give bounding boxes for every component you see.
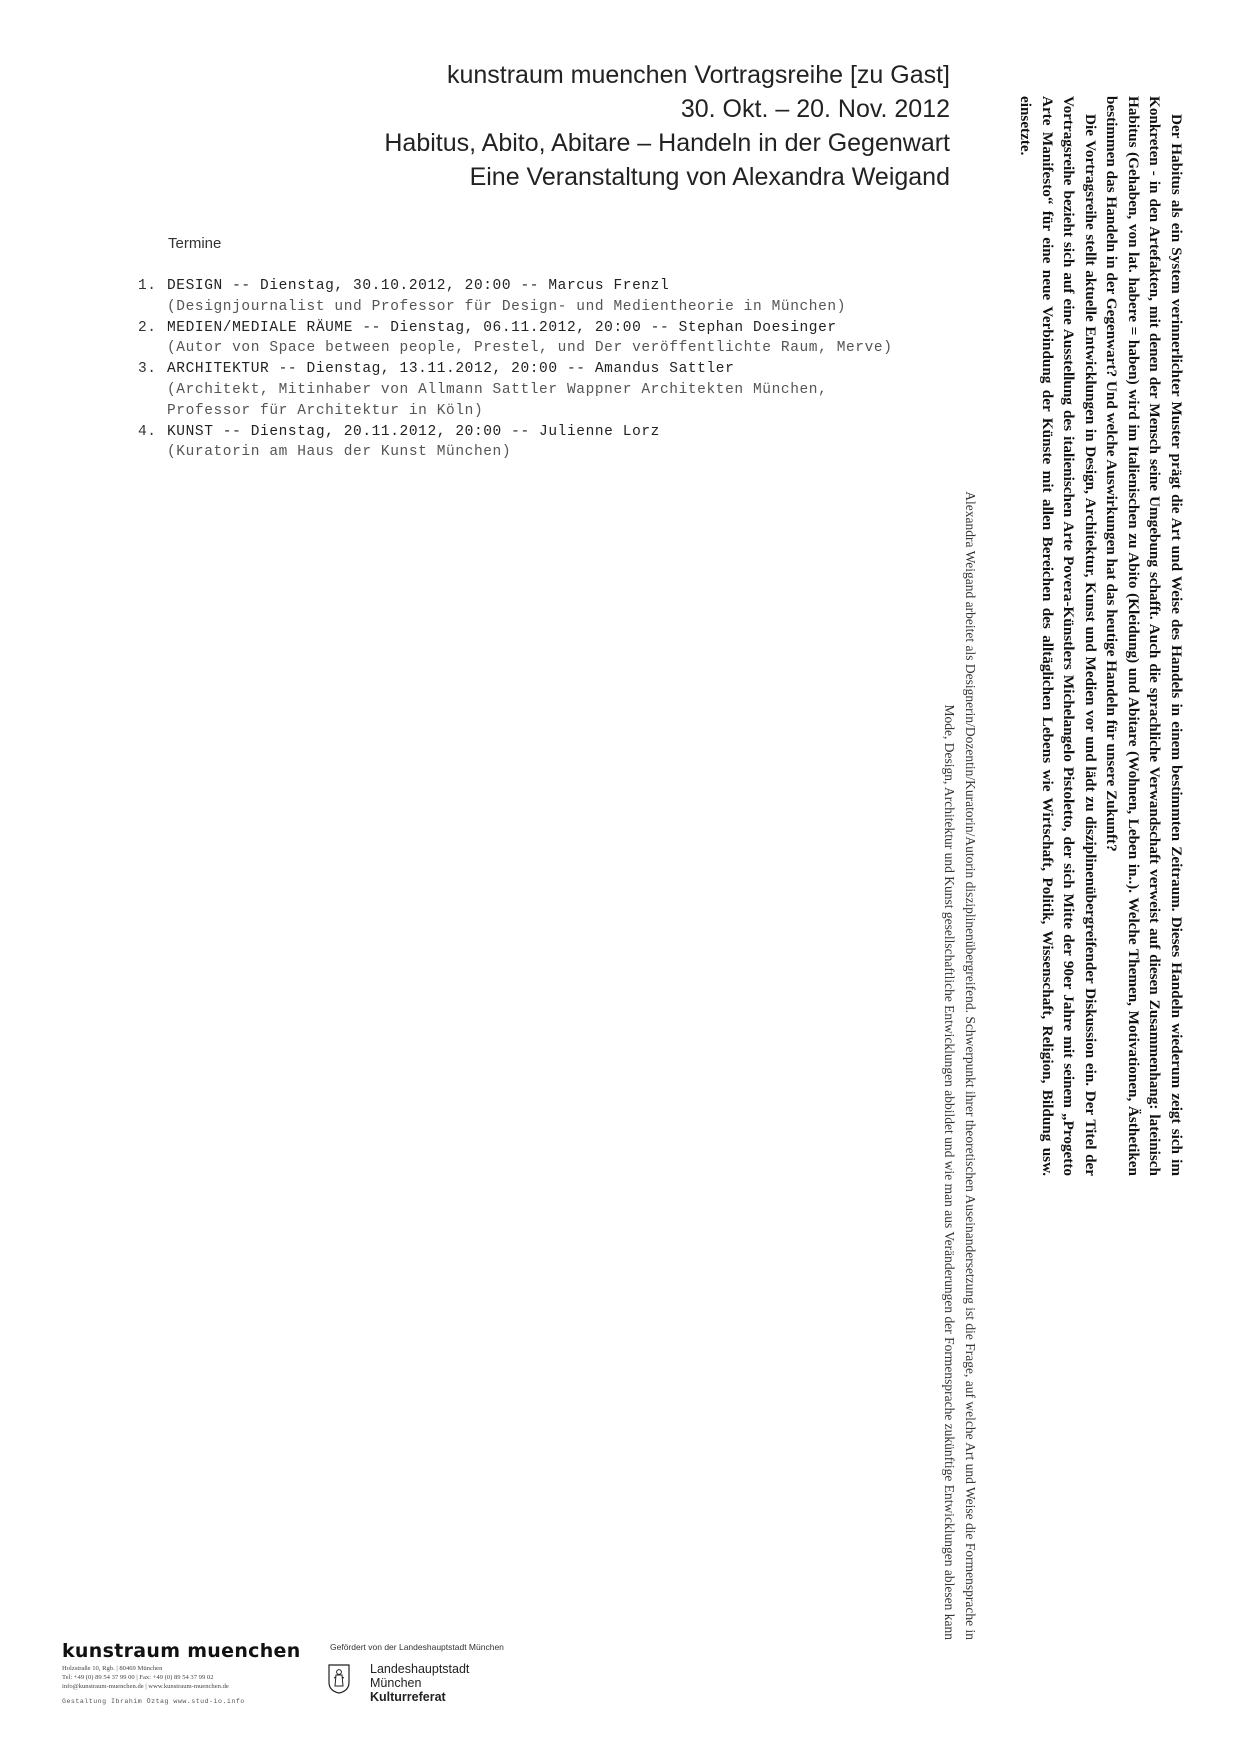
entry-main: KUNST -- Dienstag, 20.11.2012, 20:00 -- Julienne Lorz — [167, 423, 660, 440]
entry-number: 2. — [138, 319, 157, 336]
entry-detail: (Autor von Space between people, Prestel, und Der veröffentlichte Raum, Merve) — [167, 340, 893, 357]
poster-header — [240, 58, 950, 194]
city-line: München — [370, 1676, 422, 1690]
termine-entry-1 — [138, 276, 938, 318]
funding-label: Gefördert von der Landeshauptstadt München — [330, 1642, 504, 1652]
header-line-organizer: Eine Veranstaltung von Alexandra Weigand — [469, 163, 950, 191]
city-line: Landeshauptstadt — [370, 1662, 470, 1676]
termine-label: Termine — [168, 235, 222, 252]
termine-entry-3 — [138, 359, 938, 421]
entry-detail: Professor für Architektur in Köln) — [167, 402, 484, 419]
address-line: Holzstraße 10, Rgb. | 80469 München — [62, 1665, 163, 1672]
header-line-dates: 30. Okt. – 20. Nov. 2012 — [680, 95, 950, 123]
entry-detail: (Designjournalist und Professor für Design- und Medientheorie in München) — [167, 298, 847, 315]
intro-paragraph-1: Der Habitus als ein System verinnerlichter Muster prägt die Art und Weise des Handels in einem bestimmten Zeitraum. Dieses Handeln wiederum zeigt sich im Konkreten - in den Artefakten, mit denen der Mensch seine Umgebung schafft. Auch die sprachliche Verwandschaft verweist auf diesen Zusammenhang: lateinisch Habitus (Gehaben, von lat. habere = haben) wird im Italienischen zu Abito (Kleidung) und Abitare (Wohnen, Leben in..). Welche Themen, Motivationen, Ästhetiken bestimmen das Handeln in der Gegenwart? Und welche Auswirkungen hat das heutige Handeln für unsere Zukunft? — [1103, 96, 1185, 1176]
entry-number: 1. — [138, 278, 157, 294]
entry-number: 4. — [138, 423, 157, 440]
kunstraum-logo: kunstraum muenchen — [62, 1640, 301, 1662]
termine-entry-2 — [138, 318, 938, 360]
termine-list — [138, 276, 938, 463]
entry-main: DESIGN -- Dienstag, 30.10.2012, 20:00 -- Marcus Frenzl — [167, 278, 670, 294]
address-line: Tel: +49 (0) 89 54 37 99 00 | Fax: +49 (0) 89 54 37 99 02 — [62, 1674, 214, 1681]
entry-main: MEDIEN/MEDIALE RÄUME -- Dienstag, 06.11.2012, 20:00 -- Stephan Doesinger — [167, 319, 837, 336]
termine-entry-4 — [138, 422, 938, 464]
header-line-title: kunstraum muenchen Vortragsreihe [zu Gast] — [446, 61, 950, 89]
bio-text-vertical — [939, 490, 980, 1640]
entry-detail: (Kuratorin am Haus der Kunst München) — [167, 444, 512, 461]
footer-address — [62, 1664, 302, 1691]
entry-main: ARCHITEKTUR -- Dienstag, 13.11.2012, 20:00 -- Amandus Sattler — [167, 361, 735, 378]
city-line: Kulturreferat — [370, 1690, 446, 1704]
intro-paragraph-2: Die Vortragsreihe stellt aktuelle Entwicklungen in Design, Architektur, Kunst und Medien vor und lädt zu disziplinenübergreifender Diskussion ein. Der Titel der Vortragsreihe bezieht sich auf eine Ausstellung des italienischen Arte Povera-Künstlers Michelangelo Pistoletto, der sich Mitte der 90er Jahre mit seinem „Progetto Arte Manifesto“ für eine neue Verbindung der Künste mit allen Bereichen des alltäglichen Lebens wie Wirtschaft, Politik, Wissenschaft, Religion, Bildung usw. einsetzte. — [1017, 96, 1099, 1176]
design-credit: Gestaltung Ibrahim Öztag www.stud-io.info — [62, 1698, 245, 1705]
intro-text-vertical — [1015, 96, 1187, 1176]
entry-number: 3. — [138, 361, 157, 378]
city-logo-text — [370, 1662, 469, 1704]
address-line: info@kunstraum-muenchen.de | www.kunstraum-muenchen.de — [62, 1683, 229, 1690]
entry-detail: (Architekt, Mitinhaber von Allmann Sattler Wappner Architekten München, — [167, 381, 828, 398]
header-line-subtitle: Habitus, Abito, Abitare – Handeln in der Gegenwart — [384, 129, 950, 157]
munich-coat-of-arms-icon — [328, 1664, 350, 1694]
bio-paragraph: Alexandra Weigand arbeitet als Designerin/Dozentin/Kuratorin/Autorin disziplinenübergreifend. Schwerpunkt ihrer theoretischen Auseinandersetzung ist die Frage, auf welche Art und Weise die Formensprache in Mode, Design, Architektur und Kunst gesellschaftliche Entwicklungen abbildet und wie man aus Veränderungen der Formensprache zukünftige Entwicklungen ablesen kann — [942, 491, 978, 1640]
